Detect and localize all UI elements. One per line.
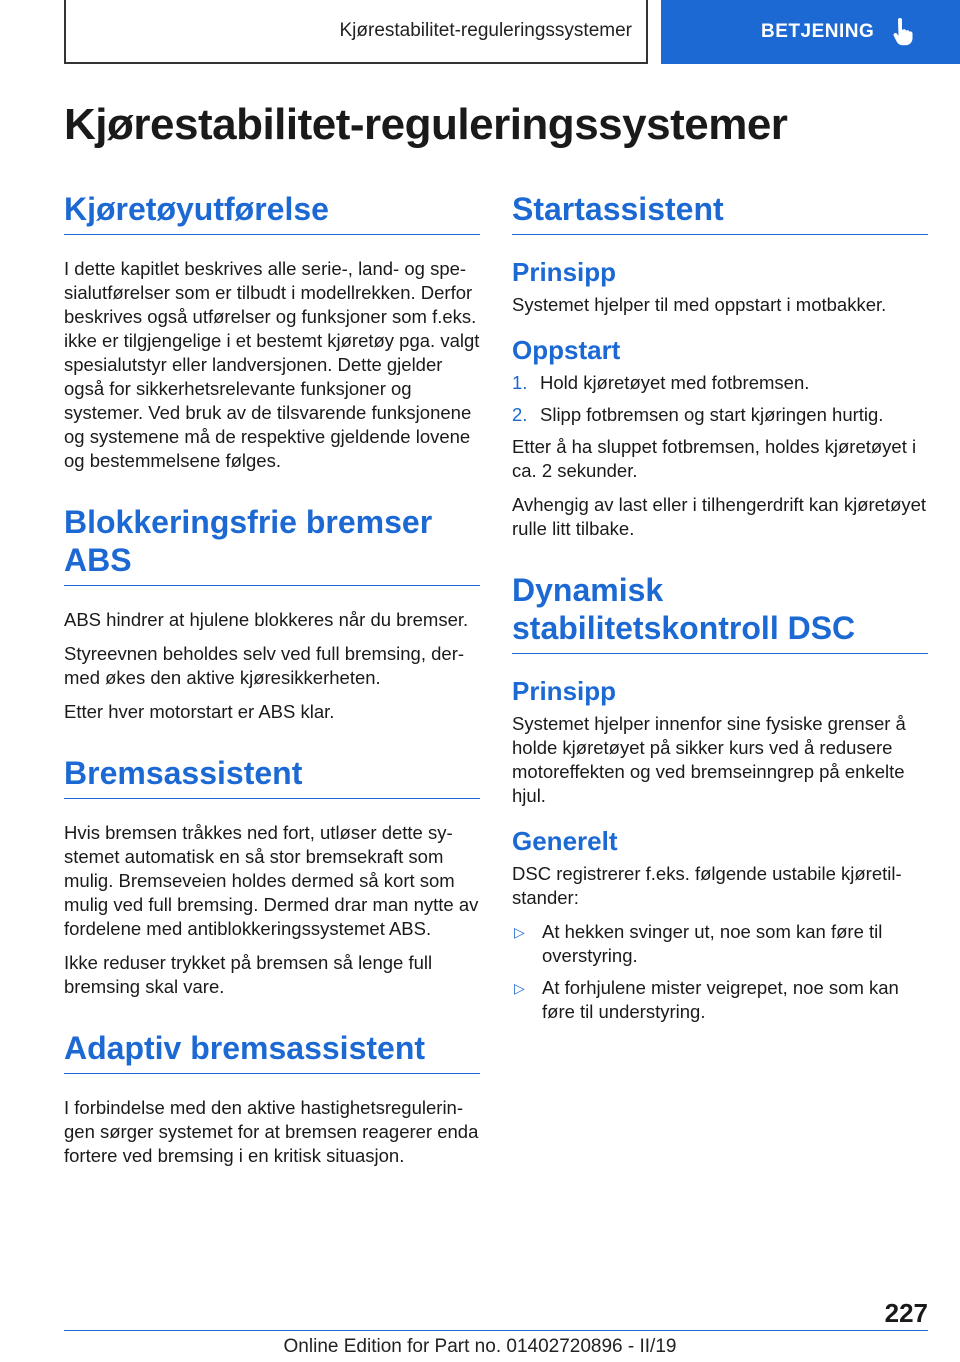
subsection-heading: Generelt: [512, 826, 618, 856]
paragraph: Systemet hjelper til med oppstart i motbakker.: [512, 294, 887, 315]
header-chapter-label: BETJENING: [761, 21, 875, 42]
paragraph: DSC registrerer f.eks. følgende ustabile kjøretilstander:: [512, 863, 902, 908]
subsection-heading: Oppstart: [512, 335, 621, 365]
section-dsc: [512, 571, 928, 1024]
step-number: 1.: [512, 372, 528, 393]
footer-divider: [64, 1330, 928, 1331]
bullet-list: [512, 920, 928, 1024]
subsection-principle: [512, 257, 928, 317]
paragraph: Ikke reduser trykket på bremsen så lenge full bremsing skal vare.: [64, 952, 433, 997]
list-item: [512, 403, 928, 427]
left-column: [64, 190, 480, 1198]
header-section-title: Kjørestabilitet-reguleringssystemer: [339, 20, 632, 41]
paragraph: Hvis bremsen tråkkes ned fort, utløser dette systemet automatisk en så stor bremsekraft som mulig. Bremseveien holdes dermed så kort som mulig ved full bremsing. Dermed drar man nytte av fordelene med antiblokkeringssystemet ABS.: [64, 822, 479, 939]
triangle-bullet-icon: ▷: [514, 924, 525, 940]
section-start-assist: [512, 190, 928, 541]
list-item: [512, 976, 928, 1024]
section-heading: Kjøretøyutførelse: [64, 190, 480, 235]
paragraph: I forbindelse med den aktive hastighetsreguleringen sørger systemet for at bremsen reagerer enda fortere ved bremsing i en kritisk situasjon.: [64, 1097, 479, 1166]
section-adaptive-brake-assist: [64, 1029, 480, 1168]
list-item: [512, 920, 928, 968]
running-header-section: [64, 0, 648, 64]
section-vehicle-version: [64, 190, 480, 473]
page-title: Kjørestabilitet-reguleringssystemer: [64, 100, 788, 149]
paragraph: Styreevnen beholdes selv ved full bremsing, dermed økes den aktive kjøresikkerheten.: [64, 643, 465, 688]
section-heading: Dynamisk stabilitetskontroll DSC: [512, 571, 928, 654]
section-heading: Blokkeringsfrie bremser ABS: [64, 503, 480, 586]
running-header-chapter: [661, 0, 960, 64]
step-text: Hold kjøretøyet med fotbremsen.: [540, 372, 810, 393]
section-heading: Bremsassistent: [64, 754, 480, 799]
paragraph: I dette kapitlet beskrives alle serie-, land- og spesialutførelser som er tilbudt i modellrekken. Derfor beskrives også utførelser og funksjoner som f.eks. ikke er tilgjengelige i et bestemt kjøretøy pga. valgt spesialutstyr eller landversjonen. Dette gjelder også for sikkerhetsrelevante funksjoner og systemer. Ved bruk av de tilsvarende funksjonene og systemene må de respektive gjeldende lovene og bestemmelsene følges.: [64, 258, 480, 471]
subsection-general: [512, 826, 928, 1024]
section-brake-assist: [64, 754, 480, 999]
steps-list: [512, 371, 928, 427]
step-number: 2.: [512, 404, 528, 425]
list-item: [512, 371, 928, 395]
section-abs: [64, 503, 480, 724]
triangle-bullet-icon: ▷: [514, 980, 525, 996]
bullet-text: At hekken svinger ut, noe som kan føre til overstyring.: [542, 921, 883, 966]
bullet-text: At forhjulene mister veigrepet, noe som kan føre til understyring.: [542, 977, 899, 1022]
right-column: [512, 190, 928, 1054]
paragraph: Etter å ha sluppet fotbremsen, holdes kjøretøyet i ca. 2 sekunder.: [512, 436, 917, 481]
subsection-startup: [512, 335, 928, 541]
section-heading: Adaptiv bremsassistent: [64, 1029, 480, 1074]
subsection-heading: Prinsipp: [512, 257, 617, 287]
paragraph: Avhengig av last eller i tilhengerdrift kan kjøretøyet rulle litt tilbake.: [512, 494, 927, 539]
section-heading: Startassistent: [512, 190, 928, 235]
step-text: Slipp fotbremsen og start kjøringen hurtig.: [540, 404, 884, 425]
subsection-principle: [512, 676, 928, 808]
paragraph: Etter hver motorstart er ABS klar.: [64, 701, 335, 722]
footer-edition: Online Edition for Part no. 01402720896 - II/19: [283, 1336, 677, 1357]
page-number: 227: [884, 1298, 928, 1328]
paragraph: ABS hindrer at hjulene blokkeres når du bremser.: [64, 609, 469, 630]
paragraph: Systemet hjelper innenfor sine fysiske grenser å holde kjøretøyet på sikker kurs ved å redusere motoreffekten og ved bremseinngrep på enkelte hjul.: [512, 713, 906, 806]
subsection-heading: Prinsipp: [512, 676, 617, 706]
hand-pointer-icon: [892, 18, 914, 46]
